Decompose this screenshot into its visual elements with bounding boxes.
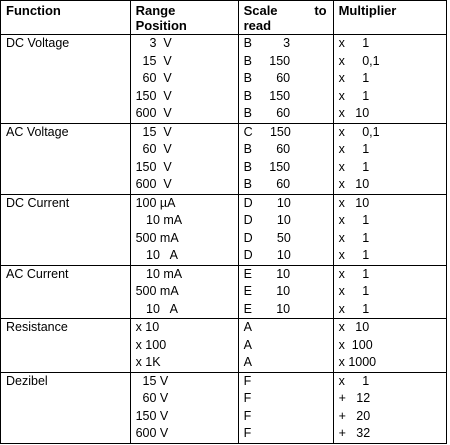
scale-value: E 10 xyxy=(243,266,291,281)
scale-value: D 10 xyxy=(243,213,291,227)
scale-value: F xyxy=(243,408,252,423)
multiplier-value: x 0,1 xyxy=(338,124,380,139)
range-value: 150 V xyxy=(135,408,169,423)
table-header-row xyxy=(1,1,447,35)
range-cell xyxy=(130,265,238,319)
multiplier-value: x 10 xyxy=(338,320,370,334)
header-scale-to-read: Scale to read xyxy=(238,1,333,35)
range-value: 60 V xyxy=(135,391,169,405)
function-name: DC Voltage xyxy=(6,36,70,50)
scale-value: B 150 xyxy=(243,159,291,174)
function-name: Dezibel xyxy=(6,373,48,388)
multiplier-value: x 1000 xyxy=(338,355,377,369)
multiplier-value: x 1 xyxy=(338,373,370,388)
multiplier-value: x 1 xyxy=(338,88,370,103)
scale-value: B 150 xyxy=(243,53,291,68)
range-value: 15 V xyxy=(135,53,172,68)
range-value: 600 V xyxy=(135,426,169,440)
range-value: 100 µA xyxy=(135,195,176,210)
header-function: Function xyxy=(1,1,131,35)
multiplier-cell xyxy=(333,35,446,124)
range-value: 600 V xyxy=(135,106,172,120)
range-value: 10 mA xyxy=(135,266,183,281)
multiplier-value: x 1 xyxy=(338,213,370,227)
range-value: x 100 xyxy=(135,337,167,352)
header-multiplier: Multiplier xyxy=(333,1,446,35)
range-cell xyxy=(130,123,238,194)
scale-value: C 150 xyxy=(243,124,291,139)
function-cell xyxy=(1,265,131,319)
scale-cell xyxy=(238,123,333,194)
multiplier-cell xyxy=(333,194,446,265)
range-cell xyxy=(130,194,238,265)
multiplier-value: x 100 xyxy=(338,337,373,352)
multiplier-value: x 1 xyxy=(338,230,370,245)
function-cell xyxy=(1,372,131,443)
scale-value: F xyxy=(243,426,252,440)
multiplier-cell xyxy=(333,123,446,194)
table-row xyxy=(1,194,447,265)
range-cell xyxy=(130,319,238,373)
scale-value: B 60 xyxy=(243,71,291,85)
range-value: x 10 xyxy=(135,320,160,334)
table-row xyxy=(1,35,447,124)
multiplier-value: + 12 xyxy=(338,391,371,405)
function-cell xyxy=(1,123,131,194)
scale-cell xyxy=(238,35,333,124)
function-cell xyxy=(1,319,131,373)
range-value: 150 V xyxy=(135,88,172,103)
scale-value: B 3 xyxy=(243,36,291,50)
function-name: Resistance xyxy=(6,320,68,334)
range-value: 3 V xyxy=(135,36,172,50)
scale-value: B 60 xyxy=(243,106,291,120)
table-row xyxy=(1,372,447,443)
table-row xyxy=(1,319,447,373)
scale-cell xyxy=(238,194,333,265)
multiplier-cell xyxy=(333,319,446,373)
range-value: 500 mA xyxy=(135,230,179,245)
range-value: 60 V xyxy=(135,142,172,156)
range-value: 150 V xyxy=(135,159,172,174)
scale-value: F xyxy=(243,373,252,388)
multiplier-value: x 1 xyxy=(338,71,370,85)
multiplier-value: x 1 xyxy=(338,301,370,316)
range-value: x 1K xyxy=(135,355,161,369)
range-value: 500 mA xyxy=(135,284,179,298)
range-value: 15 V xyxy=(135,124,172,139)
scale-value: E 10 xyxy=(243,301,291,316)
function-name: AC Current xyxy=(6,266,69,281)
range-value: 60 V xyxy=(135,71,172,85)
multiplier-value: x 0,1 xyxy=(338,53,380,68)
scale-value: D 50 xyxy=(243,230,291,245)
table-row xyxy=(1,265,447,319)
multiplier-value: x 10 xyxy=(338,195,370,210)
multiplier-value: x 1 xyxy=(338,248,370,262)
range-cell xyxy=(130,35,238,124)
multiplier-value: x 1 xyxy=(338,36,370,50)
multiplier-cell xyxy=(333,372,446,443)
scale-value: A xyxy=(243,355,252,369)
multiplier-value: x 10 xyxy=(338,177,370,191)
range-value: 10 A xyxy=(135,301,178,316)
range-value: 10 mA xyxy=(135,213,183,227)
scale-value: B 60 xyxy=(243,142,291,156)
multiplier-value: x 1 xyxy=(338,142,370,156)
scale-value: E 10 xyxy=(243,284,291,298)
multiplier-value: x 1 xyxy=(338,266,370,281)
multiplier-value: + 20 xyxy=(338,408,371,423)
range-cell xyxy=(130,372,238,443)
scale-value: F xyxy=(243,391,252,405)
scale-value: D 10 xyxy=(243,248,291,262)
range-value: 600 V xyxy=(135,177,172,191)
multiplier-cell xyxy=(333,265,446,319)
scale-value: B 150 xyxy=(243,88,291,103)
scale-cell xyxy=(238,319,333,373)
scale-cell xyxy=(238,372,333,443)
multiplier-value: x 10 xyxy=(338,106,370,120)
function-cell xyxy=(1,35,131,124)
function-name: AC Voltage xyxy=(6,124,69,139)
scale-cell xyxy=(238,265,333,319)
table-row xyxy=(1,123,447,194)
header-range-position: Range Position xyxy=(130,1,238,35)
scale-value: A xyxy=(243,320,252,334)
scale-value: B 60 xyxy=(243,177,291,191)
function-name: DC Current xyxy=(6,195,70,210)
multiplier-value: + 32 xyxy=(338,426,371,440)
scale-value: D 10 xyxy=(243,195,291,210)
scale-value: A xyxy=(243,337,252,352)
range-value: 10 A xyxy=(135,248,178,262)
function-cell xyxy=(1,194,131,265)
multiplier-value: x 1 xyxy=(338,159,370,174)
multiplier-value: x 1 xyxy=(338,284,370,298)
range-value: 15 V xyxy=(135,373,169,388)
